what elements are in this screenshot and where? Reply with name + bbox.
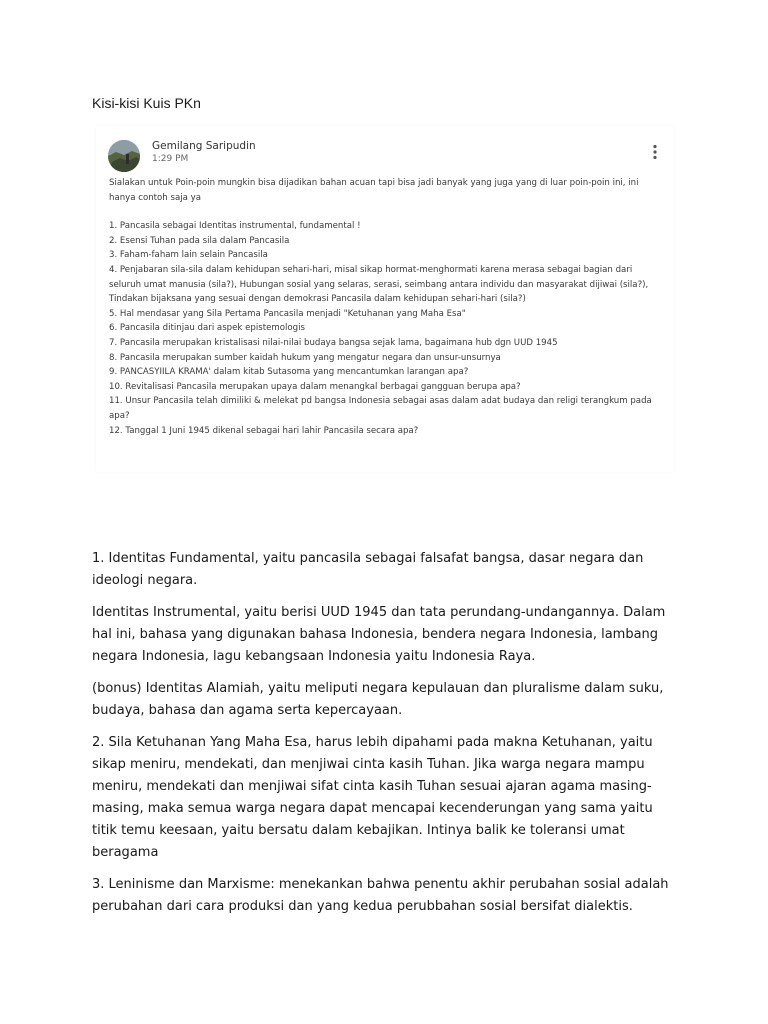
list-item: 11. Unsur Pancasila telah dimiliki & melekat pd bangsa Indonesia sebagai asas dalam adat budaya dan religi terangkum pada apa? — [109, 396, 652, 421]
avatar-photo-icon — [108, 140, 140, 172]
list-item: 5. Hal mendasar yang Sila Pertama Pancasila menjadi "Ketuhanan yang Maha Esa" — [109, 308, 466, 319]
list-item: 1. Pancasila sebagai Identitas instrumental, fundamental ! — [109, 221, 361, 232]
post-intro: Sialakan untuk Poin-poin mungkin bisa dijadikan bahan acuan tapi bisa jadi banyak yang juga yang di luar poin-poin ini, ini hanya contoh saja ya — [109, 178, 639, 203]
list-item: 7. Pancasila merupakan kristalisasi nilai-nilai budaya bangsa sejak lama, bagaimana hub dgn UUD 1945 — [109, 337, 558, 348]
question-list — [109, 219, 661, 438]
answer-paragraph: (bonus) Identitas Alamiah, yaitu meliputi negara kepulauan dan pluralisme dalam suku, budaya, bahasa dan agama serta kepercayaan. — [92, 681, 664, 718]
document-title: Kisi-kisi Kuis PKn — [92, 95, 201, 111]
post-author[interactable]: Gemilang Saripudin — [152, 140, 256, 152]
list-item: 10. Revitalisasi Pancasila merupakan upaya dalam menangkal berbagai gangguan berupa apa? — [109, 381, 521, 392]
answer-paragraph: Identitas Instrumental, yaitu berisi UUD 1945 dan tata perundang-undangannya. Dalam hal ini, bahasa yang digunakan bahasa Indonesia, bendera negara Indonesia, lambang negara Indonesia, lagu kebangsaan Indonesia yaitu Indonesia Raya. — [92, 605, 666, 664]
post-body — [109, 176, 661, 438]
answer-paragraph: 1. Identitas Fundamental, yaitu pancasila sebagai falsafat bangsa, dasar negara dan ideologi negara. — [92, 551, 644, 588]
more-vertical-icon[interactable] — [652, 144, 658, 160]
list-item: 8. Pancasila merupakan sumber kaidah hukum yang mengatur negara dan unsur-unsurnya — [109, 352, 501, 363]
list-item: 4. Penjabaran sila-sila dalam kehidupan sehari-hari, misal sikap hormat-menghormati karena merasa sebagai bagian dari seluruh umat manusia (sila?), Hubungan sosial yang selaras, serasi, seimbang antara individu dan masyarakat dijiwai (sila?), Tindakan bijaksana yang sesuai dengan demokrasi Pancasila dalam kehidupan sehari-hari (sila?) — [109, 264, 649, 305]
list-item: 6. Pancasila ditinjau dari aspek epistemologis — [109, 323, 305, 334]
list-item: 2. Esensi Tuhan pada sila dalam Pancasila — [109, 235, 290, 246]
answer-paragraph: 2. Sila Ketuhanan Yang Maha Esa, harus lebih dipahami pada makna Ketuhanan, yaitu sikap meniru, mendekati, dan menjiwai cinta kasih Tuhan. Jika warga negara mampu meniru, mendekati dan menjiwai sifat cinta kasih Tuhan sesuai ajaran agama masing-masing, maka semua warga negara dapat mencapai kecenderungan yang sama yaitu titik temu keesaan, yaitu bersatu dalam kebajikan. Intinya balik ke toleransi umat beragama — [92, 735, 653, 860]
list-item: 9. PANCASYIILA KRAMA' dalam kitab Sutasoma yang mencantumkan larangan apa? — [109, 367, 469, 378]
answer-paragraph: 3. Leninisme dan Marxisme: menekankan bahwa penentu akhir perubahan sosial adalah perubahan dari cara produksi dan yang kedua perubbahan sosial bersifat dialektis. — [92, 877, 669, 914]
post-time: 1:29 PM — [152, 154, 189, 164]
answers-section — [92, 548, 672, 928]
list-item: 12. Tanggal 1 Juni 1945 dikenal sebagai hari lahir Pancasila secara apa? — [109, 425, 419, 436]
avatar[interactable] — [108, 140, 140, 172]
list-item: 3. Faham-faham lain selain Pancasila — [109, 250, 268, 261]
comment-post-screenshot — [96, 126, 674, 472]
